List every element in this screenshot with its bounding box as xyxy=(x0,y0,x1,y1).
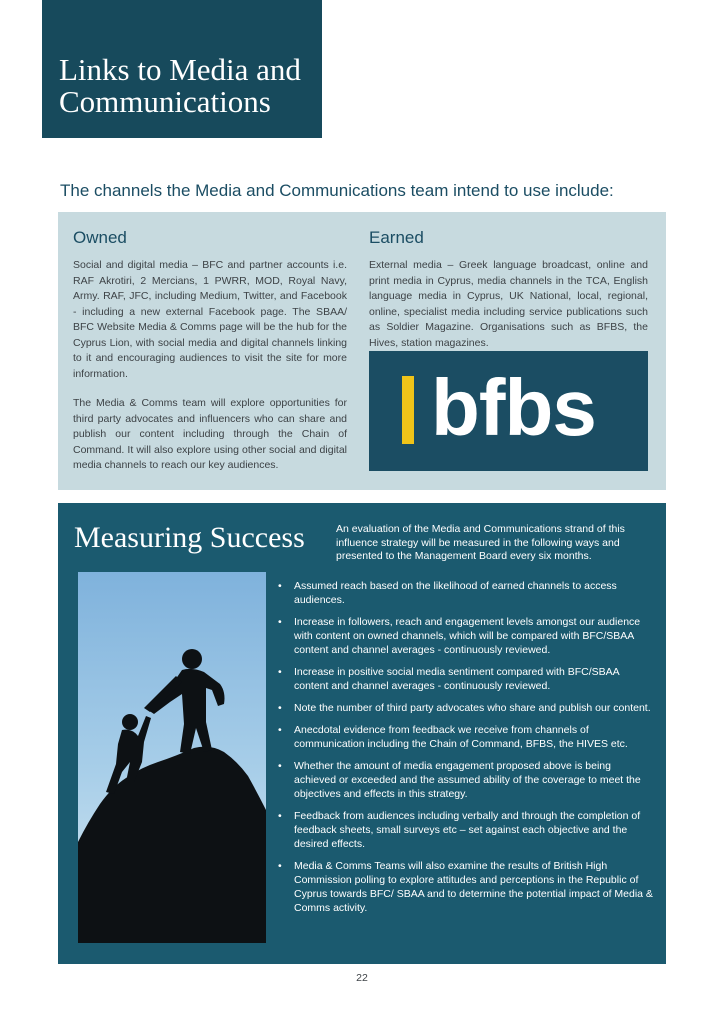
list-item-text: Anecdotal evidence from feedback we receive from channels of communication including the Chain of Command, BFBS, the HIVES etc. xyxy=(294,724,628,750)
measuring-success-section xyxy=(58,503,666,964)
page-title-line2: Communications xyxy=(59,84,271,119)
bfbs-logo-wordmark: bfbs xyxy=(431,363,596,452)
bullet-icon: • xyxy=(278,760,282,772)
bullet-icon: • xyxy=(278,702,282,714)
list-item-text: Whether the amount of media engagement proposed above is being achieved or exceeded and the assumed ability of the coverage to meet the objectives and effects in this strategy. xyxy=(294,760,641,800)
list-item-text: Increase in positive social media sentiment compared with BFC/SBAA content and channel averages - continuously reviewed. xyxy=(294,666,620,692)
page-number: 22 xyxy=(356,972,368,984)
bullet-icon: • xyxy=(278,860,282,872)
list-item-text: Increase in followers, reach and engagement levels amongst our audience with content on owned channels, which will be compared with BFC/SBAA content and channel averages - continuously reviewed. xyxy=(294,616,641,656)
bullet-icon: • xyxy=(278,810,282,822)
list-item xyxy=(276,579,654,607)
page-title xyxy=(59,54,319,118)
channels-intro: The channels the Media and Communications team intend to use include: xyxy=(60,181,614,200)
list-item xyxy=(276,809,654,851)
list-item xyxy=(276,701,654,715)
earned-heading: Earned xyxy=(369,228,424,247)
list-item xyxy=(276,723,654,751)
bfbs-logo-bar xyxy=(402,376,414,444)
list-item-text: Feedback from audiences including verbally and through the completion of feedback sheets, small surveys etc – set against each objective and the desired effects. xyxy=(294,810,641,850)
bullet-icon: • xyxy=(278,616,282,628)
owned-paragraph-2: The Media & Comms team will explore opportunities for third party advocates and influencers who can share and publish our content including through the Chain of Command. It will also explore using other social and digital media channels to reach our key audiences. xyxy=(73,397,347,471)
climbers-silhouette-icon xyxy=(78,572,266,943)
list-item xyxy=(276,665,654,693)
bullet-icon: • xyxy=(278,724,282,736)
measuring-success-title: Measuring Success xyxy=(74,521,305,554)
list-item xyxy=(276,859,654,915)
measuring-success-list xyxy=(276,579,654,923)
bfbs-logo xyxy=(369,351,648,471)
measuring-success-intro: An evaluation of the Media and Communications strand of this influence strategy will be measured in the following ways and presented to the Management Board every six months. xyxy=(336,523,625,562)
list-item-text: Note the number of third party advocates who share and publish our content. xyxy=(294,702,651,714)
list-item xyxy=(276,759,654,801)
bullet-icon: • xyxy=(278,580,282,592)
channels-panel xyxy=(58,212,666,490)
page-title-box xyxy=(42,0,322,138)
owned-heading: Owned xyxy=(73,228,127,247)
list-item xyxy=(276,615,654,657)
list-item-text: Assumed reach based on the likelihood of earned channels to access audiences. xyxy=(294,580,617,606)
page-title-line1: Links to Media and xyxy=(59,52,301,87)
climbers-silhouette-image xyxy=(78,572,266,943)
list-item-text: Media & Comms Teams will also examine the results of British High Commission polling to explore attitudes and perceptions in the Republic of Cyprus towards BFC/ SBAA and to determine the potential impact of Media & Comms activity. xyxy=(294,860,653,914)
owned-paragraph-1: Social and digital media – BFC and partner accounts i.e. RAF Akrotiri, 2 Mercians, 1 PWRR, MOD, Royal Navy, Army. RAF, JFC, including Medium, Twitter, and Facebook - including a new external Facebook page. The SBAA/ BFC Website Media & Comms page will be the hub for the Cyprus Lion, with social media and digital channels linking to it and encouraging audiences to visit the site for more information. xyxy=(73,259,347,380)
earned-paragraph: External media – Greek language broadcast, online and print media in Cyprus, media channels in the TCA, English language media in Cyprus, UK National, local, regional, online, specialist media including service publications such as Soldier Magazine. Organisations such as BFBS, the Hives, station magazines. xyxy=(369,259,648,349)
bullet-icon: • xyxy=(278,666,282,678)
